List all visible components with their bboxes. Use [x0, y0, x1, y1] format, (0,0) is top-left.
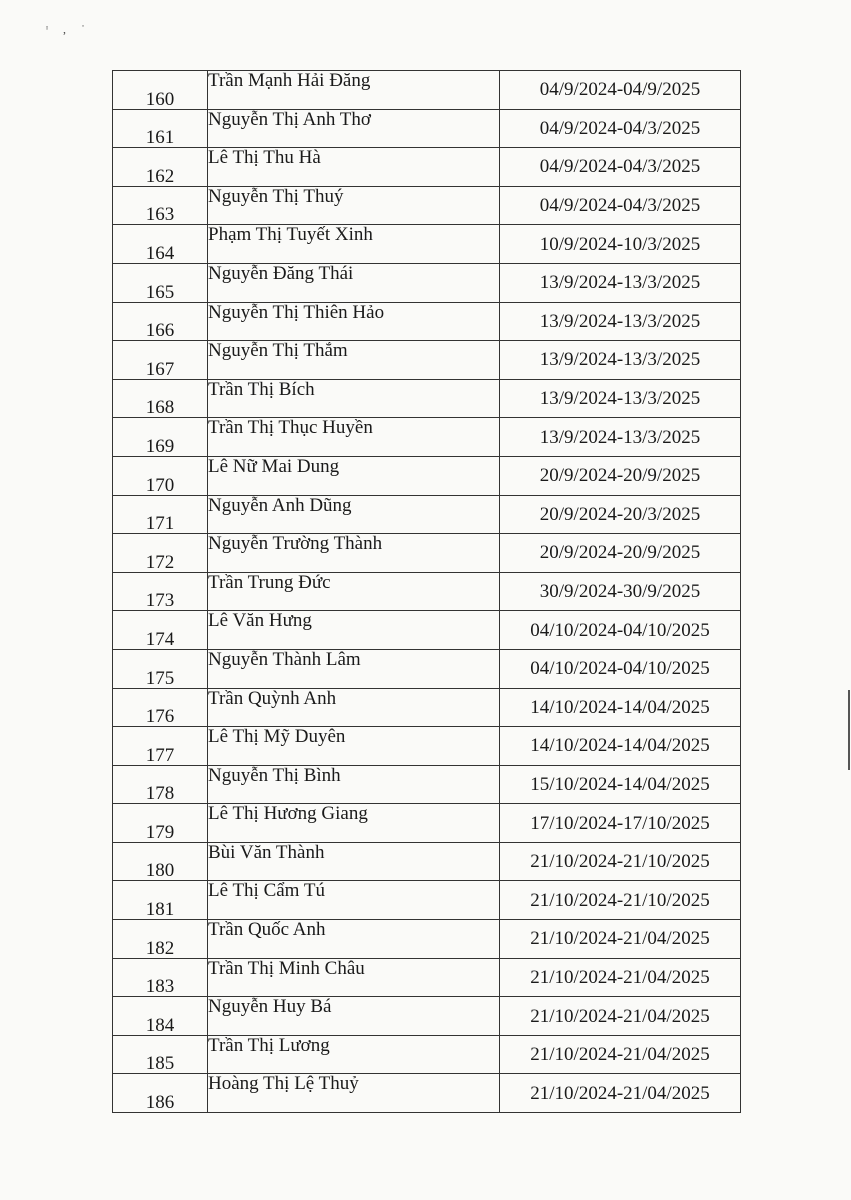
person-name: Nguyễn Anh Dũng	[208, 495, 500, 534]
table-row	[113, 649, 741, 688]
table-row	[113, 804, 741, 843]
table-row	[113, 379, 741, 418]
scan-edge-mark	[848, 690, 850, 770]
row-number: 176	[113, 688, 208, 727]
table-row	[113, 842, 741, 881]
date-range: 17/10/2024-17/10/2025	[500, 804, 741, 843]
row-number: 182	[113, 920, 208, 959]
person-name: Trần Quỳnh Anh	[208, 688, 500, 727]
row-number: 174	[113, 611, 208, 650]
person-name: Trần Thị Thục Huyền	[208, 418, 500, 457]
table-row	[113, 418, 741, 457]
table-row	[113, 71, 741, 110]
row-number: 170	[113, 456, 208, 495]
row-number: 181	[113, 881, 208, 920]
row-number: 165	[113, 263, 208, 302]
person-name: Lê Thị Cẩm Tú	[208, 881, 500, 920]
roster-table	[112, 70, 741, 1113]
row-number: 186	[113, 1074, 208, 1113]
table-row	[113, 302, 741, 341]
date-range: 04/10/2024-04/10/2025	[500, 649, 741, 688]
person-name: Nguyễn Trường Thành	[208, 534, 500, 573]
date-range: 30/9/2024-30/9/2025	[500, 572, 741, 611]
table-row	[113, 1074, 741, 1113]
person-name: Lê Nữ Mai Dung	[208, 456, 500, 495]
table-row	[113, 341, 741, 380]
date-range: 20/9/2024-20/9/2025	[500, 534, 741, 573]
date-range: 13/9/2024-13/3/2025	[500, 341, 741, 380]
person-name: Lê Thị Hương Giang	[208, 804, 500, 843]
person-name: Nguyễn Thị Bình	[208, 765, 500, 804]
row-number: 180	[113, 842, 208, 881]
roster-table-body	[113, 71, 741, 1113]
date-range: 14/10/2024-14/04/2025	[500, 727, 741, 766]
date-range: 04/10/2024-04/10/2025	[500, 611, 741, 650]
date-range: 13/9/2024-13/3/2025	[500, 263, 741, 302]
date-range: 04/9/2024-04/3/2025	[500, 186, 741, 225]
person-name: Lê Thị Mỹ Duyên	[208, 727, 500, 766]
date-range: 04/9/2024-04/3/2025	[500, 109, 741, 148]
row-number: 173	[113, 572, 208, 611]
row-number: 179	[113, 804, 208, 843]
row-number: 163	[113, 186, 208, 225]
table-row	[113, 456, 741, 495]
table-row	[113, 688, 741, 727]
table-row	[113, 186, 741, 225]
person-name: Nguyễn Thị Anh Thơ	[208, 109, 500, 148]
date-range: 21/10/2024-21/04/2025	[500, 997, 741, 1036]
table-row	[113, 611, 741, 650]
table-row	[113, 148, 741, 187]
table-row	[113, 109, 741, 148]
date-range: 13/9/2024-13/3/2025	[500, 418, 741, 457]
date-range: 20/9/2024-20/9/2025	[500, 456, 741, 495]
table-row	[113, 572, 741, 611]
row-number: 161	[113, 109, 208, 148]
table-row	[113, 920, 741, 959]
table-row	[113, 958, 741, 997]
date-range: 13/9/2024-13/3/2025	[500, 302, 741, 341]
date-range: 21/10/2024-21/04/2025	[500, 1074, 741, 1113]
person-name: Nguyễn Thị Thắm	[208, 341, 500, 380]
table-row	[113, 1035, 741, 1074]
person-name: Nguyễn Thành Lâm	[208, 649, 500, 688]
row-number: 169	[113, 418, 208, 457]
date-range: 14/10/2024-14/04/2025	[500, 688, 741, 727]
date-range: 21/10/2024-21/10/2025	[500, 842, 741, 881]
row-number: 162	[113, 148, 208, 187]
person-name: Hoàng Thị Lệ Thuỷ	[208, 1074, 500, 1113]
row-number: 177	[113, 727, 208, 766]
table-row	[113, 225, 741, 264]
date-range: 21/10/2024-21/04/2025	[500, 958, 741, 997]
table-row	[113, 534, 741, 573]
table-row	[113, 727, 741, 766]
table-row	[113, 997, 741, 1036]
person-name: Trần Thị Minh Châu	[208, 958, 500, 997]
date-range: 13/9/2024-13/3/2025	[500, 379, 741, 418]
person-name: Phạm Thị Tuyết Xinh	[208, 225, 500, 264]
person-name: Lê Văn Hưng	[208, 611, 500, 650]
scan-corner-mark: ᶦ , ˙	[46, 22, 91, 36]
row-number: 185	[113, 1035, 208, 1074]
person-name: Nguyễn Thị Thiên Hảo	[208, 302, 500, 341]
row-number: 175	[113, 649, 208, 688]
person-name: Trần Thị Bích	[208, 379, 500, 418]
row-number: 183	[113, 958, 208, 997]
table-row	[113, 881, 741, 920]
date-range: 21/10/2024-21/04/2025	[500, 920, 741, 959]
table-row	[113, 263, 741, 302]
date-range: 21/10/2024-21/04/2025	[500, 1035, 741, 1074]
row-number: 167	[113, 341, 208, 380]
date-range: 10/9/2024-10/3/2025	[500, 225, 741, 264]
row-number: 171	[113, 495, 208, 534]
person-name: Nguyễn Thị Thuý	[208, 186, 500, 225]
date-range: 15/10/2024-14/04/2025	[500, 765, 741, 804]
person-name: Trần Trung Đức	[208, 572, 500, 611]
person-name: Trần Thị Lương	[208, 1035, 500, 1074]
row-number: 168	[113, 379, 208, 418]
person-name: Trần Quốc Anh	[208, 920, 500, 959]
row-number: 178	[113, 765, 208, 804]
row-number: 184	[113, 997, 208, 1036]
date-range: 20/9/2024-20/3/2025	[500, 495, 741, 534]
row-number: 164	[113, 225, 208, 264]
person-name: Trần Mạnh Hải Đăng	[208, 71, 500, 110]
person-name: Bùi Văn Thành	[208, 842, 500, 881]
row-number: 166	[113, 302, 208, 341]
table-row	[113, 765, 741, 804]
table-row	[113, 495, 741, 534]
person-name: Nguyễn Đăng Thái	[208, 263, 500, 302]
date-range: 21/10/2024-21/10/2025	[500, 881, 741, 920]
row-number: 172	[113, 534, 208, 573]
person-name: Lê Thị Thu Hà	[208, 148, 500, 187]
date-range: 04/9/2024-04/9/2025	[500, 71, 741, 110]
person-name: Nguyễn Huy Bá	[208, 997, 500, 1036]
row-number: 160	[113, 71, 208, 110]
date-range: 04/9/2024-04/3/2025	[500, 148, 741, 187]
